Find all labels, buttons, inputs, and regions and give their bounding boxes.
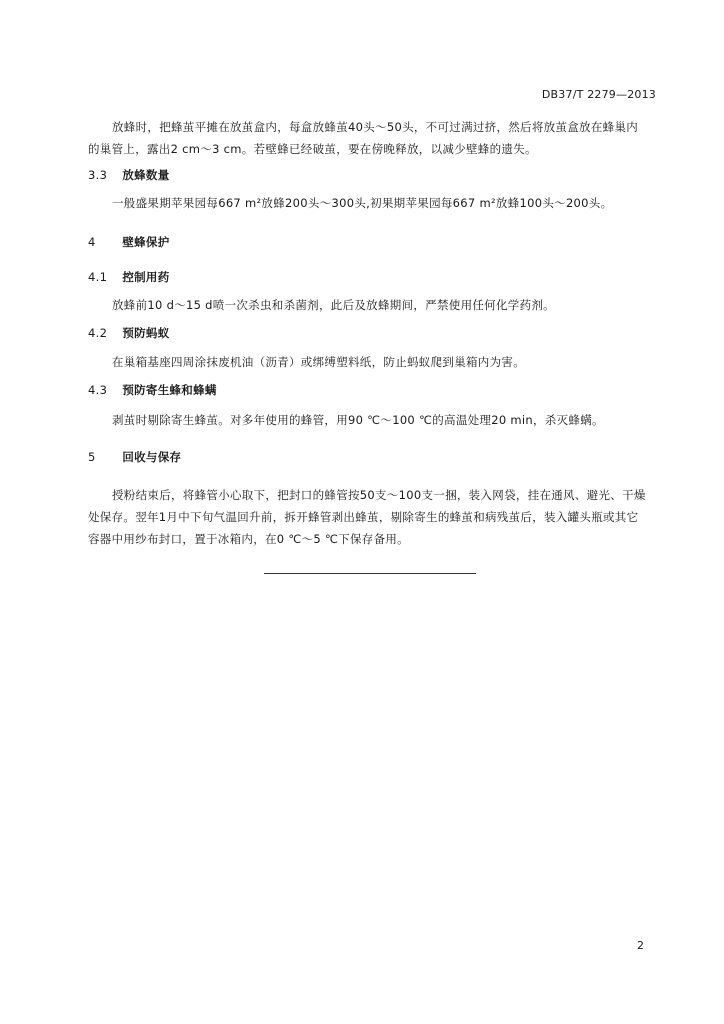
section-4-heading: [88, 233, 170, 251]
section-4-1-heading: [88, 268, 170, 286]
section-number: 4.1: [88, 270, 108, 284]
section-4-2-text: 在巢箱基座四周涂抹废机油（沥青）或绑缚塑料纸，防止蚂蚁爬到巢箱内为害。: [112, 355, 525, 369]
section-5-text: 授粉结束后，将蜂管小心取下，把封口的蜂管按50支～100支一捆，装入网袋，挂在通风、避光、干燥处保存。翌年1月中下旬气温回升前，拆开蜂管剥出蜂茧，剔除寄生的蜂茧和病残茧后，装入罐头瓶或其它容器中用纱布封口，置于冰箱内，在0 ℃～5 ℃下保存备用。: [88, 488, 646, 546]
standard-code: DB37/T 2279—2013: [541, 88, 656, 101]
section-4-3-heading: [88, 381, 217, 399]
page-number: 2: [637, 939, 644, 952]
section-4-3-text: 剥茧时剔除寄生蜂茧。对多年使用的蜂管，用90 ℃～100 ℃的高温处理20 min，杀灭蜂螨。: [112, 413, 604, 427]
section-number: 4.3: [88, 383, 108, 397]
intro-paragraph: 放蜂时，把蜂茧平摊在放茧盒内，每盒放蜂茧40头～50头，不可过满过挤，然后将放茧盒放在蜂巢内的巢管上，露出2 cm～3 cm。若壁蜂已经破茧，要在傍晚释放，以减少壁蜂的遗失。: [88, 120, 639, 156]
section-number: 5: [88, 450, 96, 464]
section-title: 放蜂数量: [122, 168, 170, 182]
section-number: 4.2: [88, 326, 108, 340]
section-title: 回收与保存: [122, 450, 182, 464]
end-divider: [264, 573, 476, 574]
section-number: 3.3: [88, 168, 108, 182]
section-title: 预防寄生蜂和蜂螨: [122, 383, 217, 397]
section-title: 壁蜂保护: [122, 235, 170, 249]
section-3-3-heading: [88, 166, 170, 184]
section-4-1-text: 放蜂前10 d～15 d喷一次杀虫和杀菌剂，此后及放蜂期间，严禁使用任何化学药剂。: [112, 298, 555, 312]
section-title: 预防蚂蚁: [122, 326, 170, 340]
section-number: 4: [88, 235, 96, 249]
section-title: 控制用药: [122, 270, 170, 284]
section-5-heading: [88, 448, 181, 466]
section-4-2-heading: [88, 324, 170, 342]
section-3-3-text: 一般盛果期苹果园每667 m²放蜂200头～300头,初果期苹果园每667 m²放蜂100头～200头。: [112, 196, 613, 210]
